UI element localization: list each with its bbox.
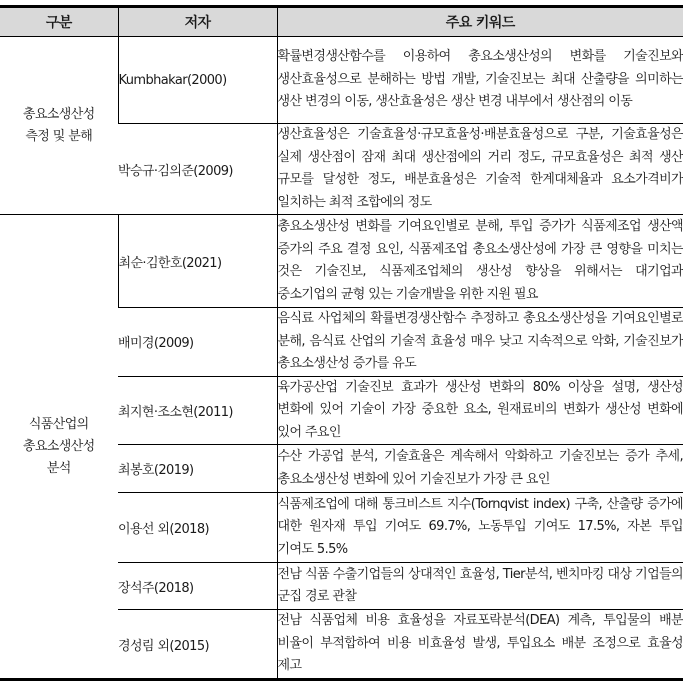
table-row xyxy=(0,37,683,124)
keywords-cell: 총요소생산성 변화를 기여요인별로 분해, 투입 증가가 식품제조업 생산액 증가의 주요 결정 요인, 식품제조업 총요소생산성에 가장 큰 영향을 미치는 것은 기술진보, 식품제조업체의 생산성 향상을 위해서는 대기업과 중소기업의 균형 있는 기술개발을 위한 지원 필요 xyxy=(277,215,683,308)
category-line: 총요소생산성 xyxy=(22,106,95,122)
author-cell: 배미경(2009) xyxy=(118,308,277,377)
author-cell: Kumbhakar(2000) xyxy=(118,37,277,124)
category-cell xyxy=(0,37,118,215)
category-line: 측정 및 분해 xyxy=(25,128,93,144)
author-cell: 경성림 외(2015) xyxy=(118,610,277,680)
author-cell: 최지현·조소현(2011) xyxy=(118,376,277,445)
keywords-cell: 확률변경생산함수를 이용하여 총요소생산성의 변화를 기술진보와 생산효율성으로 분해하는 방법 개발, 기술진보는 최대 산출량을 의미하는 생산 변경의 이동, 생산효율성은 생산 변경 내부에서 생산점의 이동 xyxy=(277,37,683,124)
keywords-cell: 음식료 사업체의 확률변경생산함수 추정하고 총요소생산성을 기여요인별로 분해, 음식료 산업의 기술적 효율성 매우 낮고 지속적으로 악화, 기술진보가 총요소생산성 증가를 유도 xyxy=(277,308,683,377)
header-category: 구분 xyxy=(0,7,118,37)
author-cell: 최순·김한호(2021) xyxy=(118,215,277,308)
category-line: 식품산업의 xyxy=(28,416,89,432)
author-cell: 장석주(2018) xyxy=(118,563,277,610)
keywords-cell: 육가공산업 기술진보 효과가 생산성 변화의 80% 이상을 설명, 생산성 변화에 있어 기술이 가장 중요한 요소, 원재료비의 변화가 생산성 변화에 있어 주요인 xyxy=(277,376,683,445)
category-line: 분석 xyxy=(46,460,71,476)
author-cell: 최봉호(2019) xyxy=(118,445,277,493)
category-cell xyxy=(0,215,118,680)
header-row xyxy=(0,7,683,37)
author-cell: 박승규·김의준(2009) xyxy=(118,124,277,215)
literature-review-table xyxy=(0,5,683,681)
author-cell: 이용선 외(2018) xyxy=(118,493,277,563)
keywords-cell: 생산효율성은 기술효율성·규모효율성·배분효율성으로 구분, 기술효율성은 실제 생산점이 잠재 최대 생산점에의 거리 정도, 규모효율성은 최적 생산 규모를 달성한 정도, 배분효율성은 기술적 한계대체율과 요소가격비가 일치하는 최적 조합에의 정도 xyxy=(277,124,683,215)
table-row xyxy=(0,215,683,308)
header-keywords: 주요 키워드 xyxy=(277,7,683,37)
keywords-cell: 전남 식품 수출기업들의 상대적인 효율성, Tier분석, 벤치마킹 대상 기업들의 군집 경로 관찰 xyxy=(277,563,683,610)
category-line: 총요소생산성 xyxy=(22,438,95,454)
keywords-cell: 전남 식품업체 비용 효율성을 자료포락분석(DEA) 계측, 투입물의 배분 비율이 부적합하여 비용 비효율성 발생, 투입요소 배분 조정으로 효율성 제고 xyxy=(277,610,683,680)
keywords-cell: 식품제조업에 대해 통크비스트 지수(Tornqvist index) 구축, 산출량 증가에 대한 원자재 투입 기여도 69.7%, 노동투입 기여도 17.5%, 자본 투입 기여도 5.5% xyxy=(277,493,683,563)
keywords-cell: 수산 가공업 분석, 기술효율은 계속해서 악화하고 기술진보는 증가 추세, 총요소생산성 변화에 있어 기술진보가 가장 큰 요인 xyxy=(277,445,683,493)
header-author: 저자 xyxy=(118,7,277,37)
